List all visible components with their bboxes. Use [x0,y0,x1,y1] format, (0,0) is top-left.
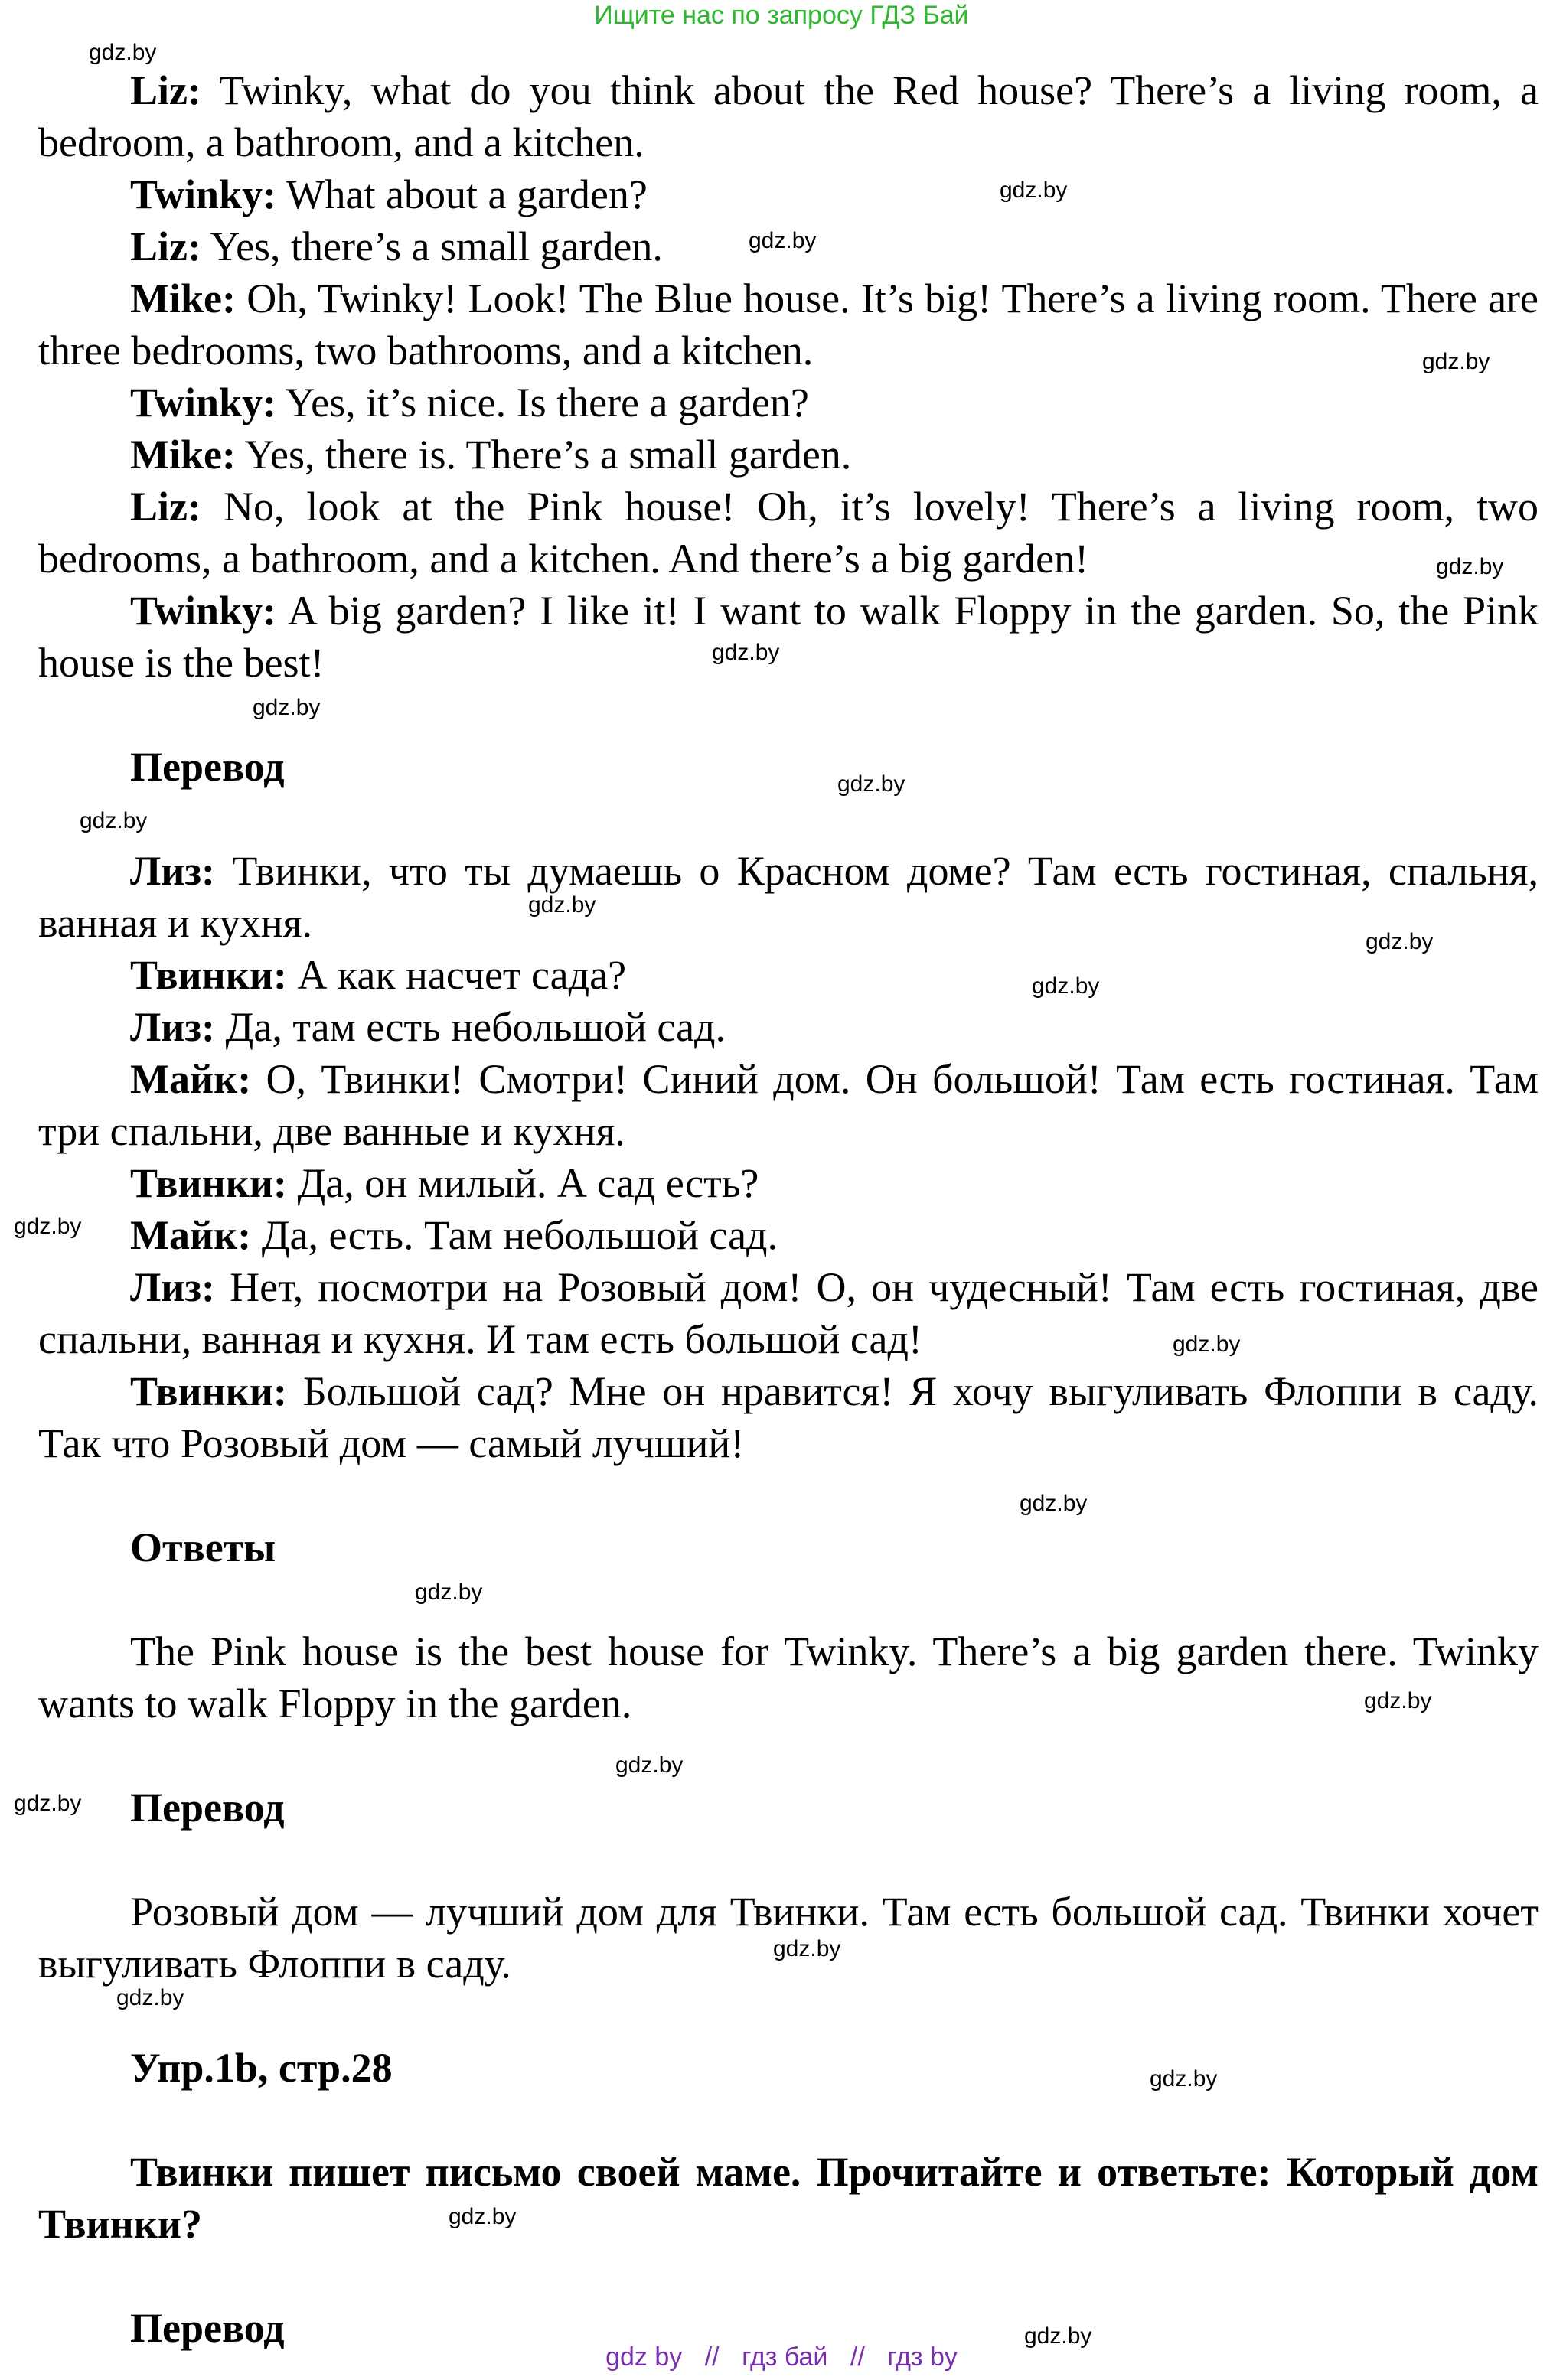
line-text: Да, он милый. А сад есть? [286,1160,759,1206]
dialog-line [38,64,1539,168]
footer-separator: // [850,2343,865,2372]
line-text: Твинки, что ты думаешь о Красном доме? Там есть гостиная, спальня, ванная и кухня. [38,848,1539,946]
watermark: gdz.by [1436,554,1504,579]
watermark: gdz.by [415,1580,483,1605]
dialog-line [38,1001,1539,1053]
watermark: gdz.by [837,771,905,797]
watermark: gdz.by [1364,1688,1432,1713]
watermark: gdz.by [615,1752,684,1778]
speaker: Twinky: [130,588,277,634]
heading-translation: Перевод [130,744,285,790]
watermark: gdz.by [449,2204,517,2229]
line-text: Yes, there is. There’s a small garden. [235,432,852,478]
top-banner[interactable]: Ищите нас по запросу ГДЗ Бай [594,1,969,30]
line-text: Yes, there’s a small garden. [201,223,663,269]
watermark: gdz.by [1020,1491,1088,1516]
watermark: gdz.by [14,1791,82,1816]
speaker: Лиз: [130,848,216,894]
watermark: gdz.by [253,695,321,720]
answer-english: The Pink house is the best house for Twinky. There’s a big garden there. Twinky wants to walk Floppy in the garden. [38,1629,1539,1726]
dialog-line [38,1209,1539,1261]
document-body [38,64,1539,2354]
heading-translation: Перевод [130,2305,285,2351]
footer-link[interactable]: gdz by [605,2343,683,2372]
dialog-line [38,1261,1539,1365]
watermark: gdz.by [712,640,780,665]
line-text: Да, там есть небольшой сад. [215,1004,726,1050]
line-text: Да, есть. Там небольшой сад. [251,1212,778,1258]
line-text: Twinky, what do you think about the Red house? There’s a living room, a bedroom, a bathroom, and a kitchen. [38,67,1539,165]
dialog-line [38,1157,1539,1209]
speaker: Твинки: [130,952,287,998]
speaker: Твинки: [130,1368,287,1414]
watermark: gdz.by [1000,178,1068,203]
line-text: О, Твинки! Смотри! Синий дом. Он большой! Там есть гостиная. Там три спальни, две ванные и кухня. [38,1056,1539,1154]
speaker: Майк: [130,1212,252,1258]
watermark: gdz.by [528,892,596,918]
speaker: Твинки: [130,1160,287,1206]
watermark: gdz.by [1173,1332,1241,1357]
speaker: Лиз: [130,1264,216,1310]
dialog-russian [38,845,1539,1469]
watermark: gdz.by [1024,2323,1092,2349]
exercise-title: Упр.1b, стр.28 [130,2045,393,2091]
answer-russian: Розовый дом — лучший дом для Твинки. Там есть большой сад. Твинки хочет выгуливать Флоппи в саду. [38,1889,1539,1987]
footer-separator: // [704,2343,720,2372]
speaker: Mike: [130,275,236,321]
line-text: What about a garden? [276,171,648,217]
watermark: gdz.by [1422,349,1490,374]
line-text: Oh, Twinky! Look! The Blue house. It’s big! There’s a living room. There are three bedrooms, two bathrooms, and a kitchen. [38,275,1539,373]
watermark: gdz.by [1366,929,1434,954]
watermark: gdz.by [1150,2066,1218,2091]
dialog-line [38,429,1539,481]
line-text: Yes, it’s nice. Is there a garden? [276,380,809,425]
speaker: Liz: [130,223,201,269]
dialog-line [38,845,1539,949]
line-text: А как насчет сада? [286,952,627,998]
watermark: gdz.by [773,1936,841,1961]
line-text: No, look at the Pink house! Oh, it’s lovely! There’s a living room, two bedrooms, a bathroom, and a kitchen. And there’s a big garden! [38,484,1539,582]
watermark: gdz.by [749,228,817,253]
dialog-line [38,481,1539,585]
speaker: Майк: [130,1056,252,1102]
dialog-line [38,1053,1539,1157]
heading-translation: Перевод [130,1785,285,1831]
watermark: gdz.by [116,1985,184,2010]
dialog-english [38,64,1539,689]
watermark: gdz.by [89,40,157,65]
speaker: Liz: [130,484,201,530]
bottom-banner [0,2342,1563,2372]
dialog-line [38,1365,1539,1469]
dialog-line [38,272,1539,377]
line-text: Большой сад? Мне он нравится! Я хочу выгуливать Флоппи в саду. Так что Розовый дом — самый лучший! [38,1368,1539,1466]
speaker: Лиз: [130,1004,216,1050]
footer-link[interactable]: гдз бай [742,2343,828,2372]
speaker: Twinky: [130,171,277,217]
heading-answers: Ответы [130,1524,276,1570]
line-text: Нет, посмотри на Розовый дом! О, он чудесный! Там есть гостиная, две спальни, ванная и кухня. И там есть большой сад! [38,1264,1539,1362]
exercise-task: Твинки пишет письмо своей маме. Прочитайте и ответьте: Который дом Твинки? [38,2149,1539,2247]
dialog-line [38,585,1539,689]
dialog-line [38,168,1539,220]
speaker: Twinky: [130,380,277,425]
speaker: Mike: [130,432,236,478]
speaker: Liz: [130,67,201,113]
watermark: gdz.by [80,808,148,833]
dialog-line [38,377,1539,429]
line-text: A big garden? I like it! I want to walk Floppy in the garden. So, the Pink house is the best! [38,588,1539,686]
footer-link[interactable]: гдз by [887,2343,958,2372]
watermark: gdz.by [1032,973,1100,999]
dialog-line [38,949,1539,1001]
watermark: gdz.by [14,1214,82,1239]
